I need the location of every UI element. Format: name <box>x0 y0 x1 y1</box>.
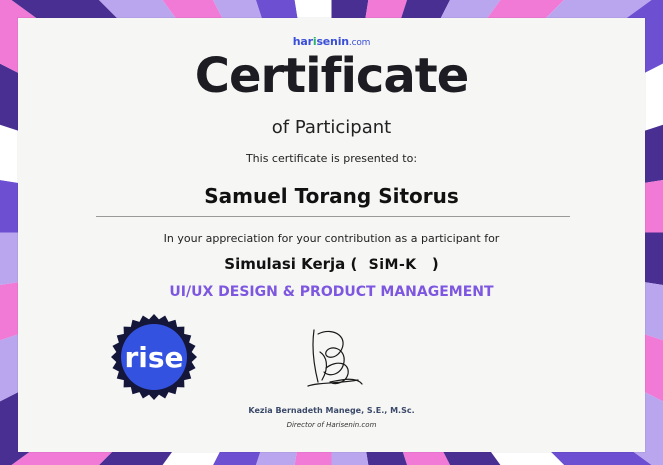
program-title <box>0 255 663 273</box>
certificate-title: Certificate <box>194 48 469 104</box>
program-prefix: Simulasi Kerja ( <box>224 255 358 273</box>
rise-badge <box>110 313 198 401</box>
track-title: UI/UX DESIGN & PRODUCT MANAGEMENT <box>169 284 494 300</box>
certificate-subtitle: of Participant <box>271 117 392 138</box>
simk-logo: SiM-K <box>368 257 417 273</box>
brand-logo: harisenin.com <box>292 35 371 48</box>
signer-name: Kezia Bernadeth Manege, S.E., M.Sc. <box>248 406 415 415</box>
name-underline <box>96 216 570 217</box>
badge-text: rise <box>124 341 184 374</box>
signer-role: Director of Harisenin.com <box>286 421 377 429</box>
recipient-name: Samuel Torang Sitorus <box>204 184 459 208</box>
presented-to-text: This certificate is presented to: <box>245 152 418 165</box>
director-signature <box>300 322 372 402</box>
appreciation-text: In your appreciation for your contribution as a participant for <box>163 232 500 245</box>
program-suffix: ) <box>431 255 439 273</box>
